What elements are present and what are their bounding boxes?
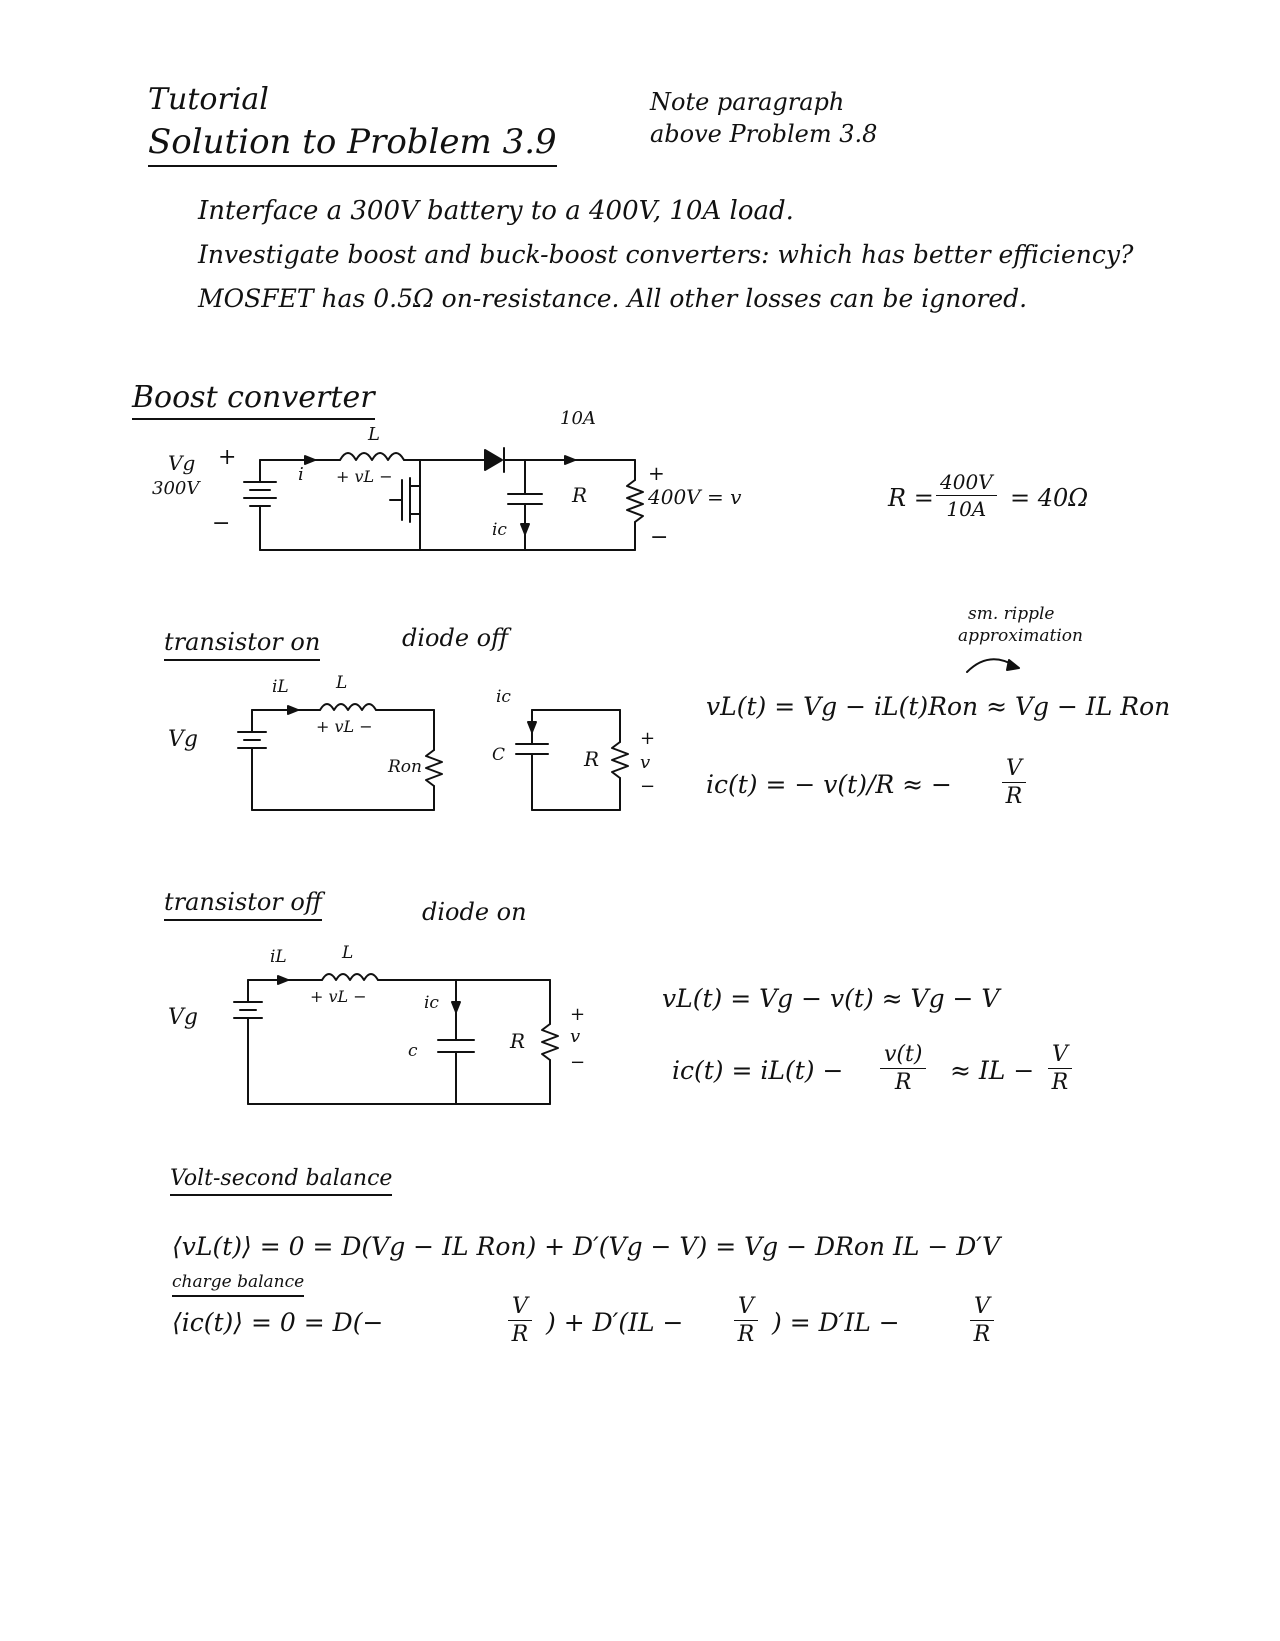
svg-text:L: L <box>336 673 348 693</box>
page-title: Solution to Problem 3.9 <box>148 122 557 167</box>
svg-text:iL: iL <box>272 677 289 697</box>
svg-text:−: − <box>650 525 669 550</box>
svg-text:v: v <box>570 1026 581 1047</box>
resistor-symbol <box>627 480 643 522</box>
svg-text:ic: ic <box>424 993 439 1013</box>
svg-text:10A: 10A <box>560 408 596 429</box>
volt-second-heading: Volt-second balance <box>170 1166 392 1196</box>
svg-text:−: − <box>640 776 656 797</box>
ripple-note-arrow <box>965 648 1025 678</box>
tutorial-label: Tutorial <box>148 82 269 117</box>
on-state-ic-fraction: $\frac{V}{R}$ <box>1002 756 1026 809</box>
svg-text:+: + <box>640 728 656 749</box>
svg-text:Vg: Vg <box>168 451 196 475</box>
off-state-vl-equation: vL(t) = Vg − v(t) ≈ Vg − V <box>662 984 1000 1013</box>
svg-text:+: + <box>570 1004 586 1025</box>
problem-line-2: Investigate boost and buck-boost converters: which has better efficiency? <box>198 240 1134 269</box>
off-state-heading: transistor off <box>164 888 322 921</box>
r-equation-lhs: R = <box>888 484 934 512</box>
off-state-ic-equation-b: ≈ IL − <box>950 1056 1035 1085</box>
off-state-circuit-diagram <box>160 940 620 1120</box>
charge-balance-heading: charge balance <box>172 1272 304 1297</box>
svg-text:ic: ic <box>496 687 511 707</box>
note-line-1: Note paragraph <box>650 88 845 116</box>
ripple-note-line-1: sm. ripple <box>968 604 1055 624</box>
charge-balance-equation-a: ⟨ic(t)⟩ = 0 = D(− <box>172 1308 384 1337</box>
svg-text:Vg: Vg <box>168 727 198 752</box>
svg-text:R: R <box>510 1029 526 1053</box>
svg-text:−: − <box>570 1052 586 1073</box>
off-state-ic-fraction-1: $\frac{v(t)}{R}$ <box>880 1042 926 1095</box>
boost-heading: Boost converter <box>132 380 375 420</box>
charge-balance-equation-c: ) = D′IL − <box>772 1308 900 1337</box>
note-line-2: above Problem 3.8 <box>650 120 878 148</box>
volt-second-equation: ⟨vL(t)⟩ = 0 = D(Vg − IL Ron) + D′(Vg − V) = Vg − DRon IL − D′V <box>172 1232 1001 1261</box>
svg-text:v: v <box>640 752 651 773</box>
on-state-vl-equation: vL(t) = Vg − iL(t)Ron ≈ Vg − IL Ron <box>706 692 1171 721</box>
svg-text:Vg: Vg <box>168 1005 198 1030</box>
charge-balance-fraction-1: $\frac{V}{R}$ <box>508 1294 532 1347</box>
on-state-diode-label: diode off <box>402 624 509 652</box>
svg-text:+ vL −: + vL − <box>316 717 373 736</box>
on-state-heading: transistor on <box>164 628 320 661</box>
boost-circuit-diagram <box>140 408 742 590</box>
svg-text:L: L <box>368 424 380 445</box>
svg-text:+ vL −: + vL − <box>310 987 367 1006</box>
off-state-ic-fraction-2: $\frac{V}{R}$ <box>1048 1042 1072 1095</box>
svg-text:−: − <box>212 511 231 536</box>
svg-text:300V: 300V <box>152 478 200 499</box>
charge-balance-equation-b: ) + D′(IL − <box>546 1308 684 1337</box>
svg-text:C: C <box>492 745 506 765</box>
svg-text:+ vL −: + vL − <box>336 467 393 486</box>
svg-text:R: R <box>572 483 588 507</box>
ripple-note-line-2: approximation <box>958 626 1083 646</box>
charge-balance-fraction-2: $\frac{V}{R}$ <box>734 1294 758 1347</box>
on-state-ic-equation: ic(t) = − v(t)/R ≈ − <box>706 770 952 799</box>
svg-text:L: L <box>342 943 354 963</box>
svg-text:Ron: Ron <box>388 757 422 777</box>
svg-text:c: c <box>408 1041 418 1061</box>
svg-text:+: + <box>218 445 237 470</box>
off-state-ic-equation-a: ic(t) = iL(t) − <box>672 1056 844 1085</box>
on-state-circuit-diagram <box>160 670 680 830</box>
off-state-diode-label: diode on <box>422 898 527 926</box>
problem-line-3: MOSFET has 0.5Ω on-resistance. All other losses can be ignored. <box>198 284 1028 313</box>
svg-text:R: R <box>584 747 600 771</box>
r-equation-fraction: $\frac{400V}{10A}$ <box>936 470 997 521</box>
svg-text:+: + <box>648 461 665 485</box>
problem-line-1: Interface a 300V battery to a 400V, 10A load. <box>198 196 794 226</box>
charge-balance-fraction-3: $\frac{V}{R}$ <box>970 1294 994 1347</box>
svg-text:400V = v: 400V = v <box>648 485 742 509</box>
inductor-symbol <box>340 453 404 460</box>
r-equation-rhs: = 40Ω <box>1010 484 1089 512</box>
diode-symbol <box>485 450 502 470</box>
svg-text:iL: iL <box>270 947 287 967</box>
svg-text:ic: ic <box>492 520 507 540</box>
svg-text:i: i <box>298 464 304 485</box>
